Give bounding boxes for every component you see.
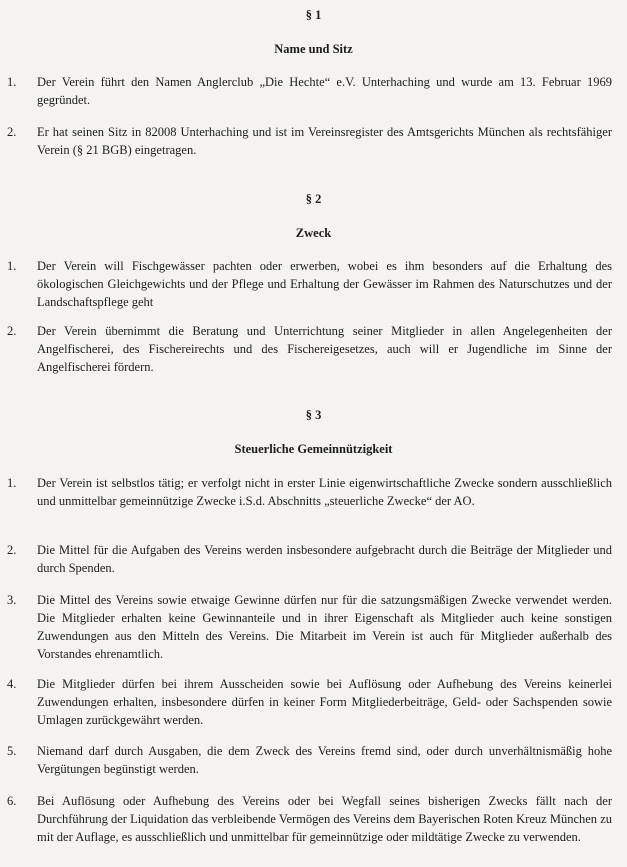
item-number: 2. xyxy=(7,324,17,338)
item-number: 4. xyxy=(7,677,17,691)
item-text: Niemand darf durch Ausgaben, die dem Zweck des Vereins fremd sind, oder durch unverhältnismäßig hohe Vergütungen begünstigt werden. xyxy=(37,744,612,776)
item-text: Die Mitglieder dürfen bei ihrem Ausscheiden sowie bei Auflösung oder Aufhebung des Vereins keinerlei Zuwendungen erhalten, insbesondere dürfen in keiner Form Mitgliederbeiträge, Geld- oder Sachspenden sowie Umlagen zurückgewährt werden. xyxy=(37,677,612,727)
section-title: Name und Sitz xyxy=(274,42,353,56)
item-number: 2. xyxy=(7,543,17,557)
item-number: 1. xyxy=(7,75,17,89)
item-text: Die Mittel des Vereins sowie etwaige Gewinne dürfen nur für die satzungsmäßigen Zwecke verwendet werden. Die Mitglieder erhalten keine Gewinnanteile und in ihrer Eigenschaft als Mitglieder auch keine sonstigen Zuwendungen aus den Mitteln des Vereins. Die Mitarbeit im Verein ist auch für Mitglieder außerhalb des Vorstandes ehrenamtlich. xyxy=(37,593,612,661)
section-symbol: § 1 xyxy=(305,8,322,22)
item-number: 3. xyxy=(7,593,17,607)
section-symbol: § 2 xyxy=(305,192,322,206)
section-title: Zweck xyxy=(295,226,332,240)
item-text: Die Mittel für die Aufgaben des Vereins werden insbesondere aufgebracht durch die Beiträge der Mitglieder und durch Spenden. xyxy=(37,543,612,575)
section-symbol: § 3 xyxy=(305,408,322,422)
section-title: Steuerliche Gemeinnützigkeit xyxy=(234,442,393,456)
item-number: 5. xyxy=(7,744,17,758)
item-number: 1. xyxy=(7,259,17,273)
item-text: Der Verein führt den Namen Anglerclub „Die Hechte“ e.V. Unterhaching und wurde am 13. Februar 1969 gegründet. xyxy=(37,75,612,107)
item-text: Bei Auflösung oder Aufhebung des Vereins oder bei Wegfall seines bisherigen Zwecks fällt nach der Durchführung der Liquidation das verbleibende Vermögen des Vereins dem Bayerischen Roten Kreuz München zu mit der Auflage, es ausschließlich und unmittelbar für gemeinnützige oder mildtätige Zwecke zu verwenden. xyxy=(37,794,612,844)
item-number: 2. xyxy=(7,125,17,139)
item-number: 6. xyxy=(7,794,17,808)
item-text: Der Verein ist selbstlos tätig; er verfolgt nicht in erster Linie eigenwirtschaftliche Zwecke sondern ausschließlich und unmittelbar gemeinnützige Zwecke i.S.d. Abschnitts „steuerliche Zwecke“ der AO. xyxy=(37,476,612,508)
item-number: 1. xyxy=(7,476,17,490)
item-text: Der Verein übernimmt die Beratung und Unterrichtung seiner Mitglieder in allen Angelegenheiten der Angelfischerei, des Fischereirechts und des Fischereigesetzes, auch will er Jugendliche im Sinne der Angelfischerei fördern. xyxy=(37,324,612,374)
item-text: Er hat seinen Sitz in 82008 Unterhaching und ist im Vereinsregister des Amtsgerichts München als rechtsfähiger Verein (§ 21 BGB) eingetragen. xyxy=(37,125,612,157)
item-text: Der Verein will Fischgewässer pachten oder erwerben, wobei es ihm besonders auf die Erhaltung des ökologischen Gleichgewichts und der Pflege und Erhaltung der Gewässer im Rahmen des Naturschutzes und der Landschaftspflege geht xyxy=(37,259,612,309)
